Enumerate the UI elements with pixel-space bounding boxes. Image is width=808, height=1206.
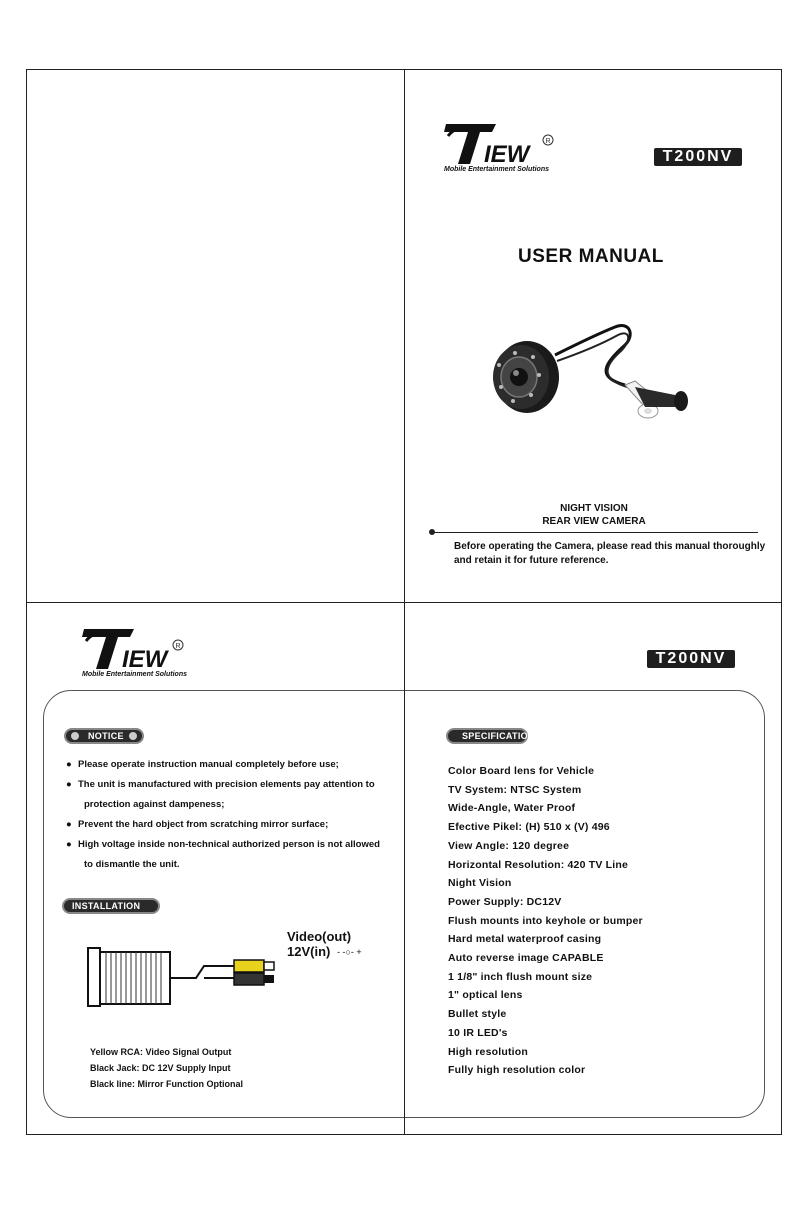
spec-item: Night Vision xyxy=(448,877,512,890)
model-badge-inner: T200NV xyxy=(647,650,735,668)
spec-item: Flush mounts into keyhole or bumper xyxy=(448,914,643,927)
bullet-icon: ● xyxy=(66,839,72,850)
spec-item: High resolution xyxy=(448,1045,528,1058)
spec-item: View Angle: 120 degree xyxy=(448,839,570,852)
spec-item: 1 1/8" inch flush mount size xyxy=(448,970,593,983)
notice-item xyxy=(66,775,386,815)
notice-item xyxy=(66,815,386,835)
bullet-icon: ● xyxy=(66,779,72,790)
tview-logo-icon-inner xyxy=(78,623,218,679)
notice-item-text: Prevent the hard object from scratching mirror surface; xyxy=(78,819,329,830)
brand-logo-inner xyxy=(78,623,218,679)
spec-item: Bullet style xyxy=(448,1008,507,1021)
specifications-heading xyxy=(446,728,542,744)
bullet-icon: ● xyxy=(66,819,72,830)
notice-item-text-cont: to dismantle the unit. xyxy=(84,859,180,870)
svg-text:R: R xyxy=(545,138,551,145)
notice-item xyxy=(66,755,386,775)
product-caption-line2: REAR VIEW CAMERA xyxy=(542,516,646,527)
notice-item-text: High voltage inside non-technical authorized person is not allowed xyxy=(78,839,380,850)
spec-item: 1" optical lens xyxy=(448,989,523,1002)
reference-note-line1: Before operating the Camera, please read this manual thoroughly xyxy=(454,541,766,552)
manual-title: USER MANUAL xyxy=(518,246,664,267)
spec-item: Auto reverse image CAPABLE xyxy=(448,952,604,965)
spec-item: TV System: NTSC System xyxy=(448,783,582,796)
spec-item: Efective Pikel: (H) 510 x (V) 496 xyxy=(448,821,610,834)
model-badge-cover: T200NV xyxy=(654,148,742,166)
legend-item: Yellow RCA: Video Signal Output xyxy=(90,1047,232,1057)
notice-list xyxy=(66,755,386,875)
video-out-label: Video(out) xyxy=(287,929,352,944)
power-in-label: 12V(in) xyxy=(287,944,331,959)
notice-heading xyxy=(64,728,144,744)
product-caption-line1: NIGHT VISION xyxy=(560,503,628,514)
svg-text:Mobile Entertainment Solutions: Mobile Entertainment Solutions xyxy=(82,671,188,678)
bullet-icon: ● xyxy=(66,759,72,770)
spec-item: Fully high resolution color xyxy=(448,1064,586,1077)
spec-item: 10 IR LED's xyxy=(448,1026,508,1039)
legend-item: Black Jack: DC 12V Supply Input xyxy=(90,1063,231,1073)
installation-legend xyxy=(90,1044,330,1092)
spec-item: Hard metal waterproof casing xyxy=(448,933,602,946)
notice-item-text: The unit is manufactured with precision elements pay attention to xyxy=(78,779,375,790)
specifications-list xyxy=(448,762,748,1080)
spec-item: Power Supply: DC12V xyxy=(448,895,562,908)
reference-note-line2: and retain it for future reference. xyxy=(454,555,609,566)
spec-item: Wide-Angle, Water Proof xyxy=(448,802,576,815)
polarity-symbol: - -○- + xyxy=(337,947,362,957)
tview-logo-icon xyxy=(440,118,580,174)
legend-item: Black line: Mirror Function Optional xyxy=(90,1079,244,1089)
brand-tagline-svg: Mobile Entertainment Solutions xyxy=(444,166,550,173)
installation-diagram xyxy=(86,942,286,1012)
pill-dot-icon xyxy=(129,732,137,740)
installation-heading-label: INSTALLATION DIAGRAM xyxy=(72,901,141,923)
caption-underline-dot xyxy=(429,529,435,535)
svg-text:R: R xyxy=(175,643,181,650)
frame-left-border xyxy=(26,69,27,1135)
camera-product-image xyxy=(485,315,695,425)
installation-heading xyxy=(62,898,160,923)
spec-item: Horizontal Resolution: 420 TV Line xyxy=(448,858,629,871)
frame-right-border xyxy=(781,69,782,1135)
notice-item xyxy=(66,835,386,875)
notice-heading-label: NOTICE xyxy=(88,731,124,741)
spec-item: Color Board lens for Vehicle xyxy=(448,765,595,777)
svg-text:IEW: IEW xyxy=(122,646,168,673)
brand-logo-cover xyxy=(440,118,580,174)
svg-text:IEW: IEW xyxy=(484,141,530,168)
notice-item-text: Please operate instruction manual completely before use; xyxy=(78,759,339,770)
pill-dot-icon xyxy=(71,732,79,740)
caption-underline xyxy=(432,532,758,533)
panel-divider xyxy=(404,690,405,1118)
specifications-heading-label: SPECIFICATIONS xyxy=(462,731,542,741)
notice-item-text-cont: protection against dampeness; xyxy=(84,799,225,810)
